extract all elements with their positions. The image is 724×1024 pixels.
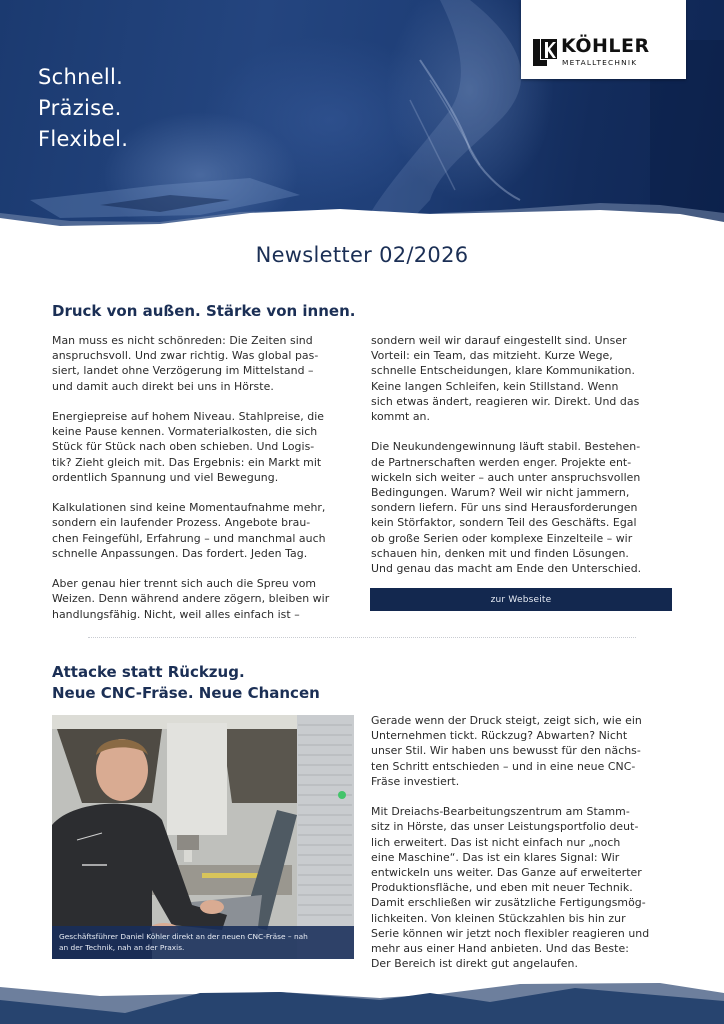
slogan-line: Flexibel. [38,127,129,151]
logo-lk-mark-icon [533,39,557,66]
article2-right-column [371,713,675,971]
article1-paragraph: Energiepreise auf hohem Niveau. Stahlpreise, die keine Pause kennen. Vormaterialkosten, die sich Stück für Stück nach oben schieben. Und Logis- tik? Zieht gleich mit. Das Ergebnis: ein Markt mit ordentlich Spannung und viel Bewegung. [52,410,325,484]
footer-wave [0,960,724,1024]
slogan-line: Präzise. [38,96,122,120]
article1-paragraph: Man muss es nicht schönreden: Die Zeiten sind anspruchsvoll. Und zwar richtig. Was global pas- siert, landet ohne Verzögerung im Mittelstand – und damit auch direkt bei uns in Hörste. [52,334,319,393]
slogan-line: Schnell. [38,65,124,89]
article2-paragraph: Mit Dreiachs-Bearbeitungszentrum am Stamm- sitz in Hörste, das unser Leistungsportfolio deut- lich erweitert. Das ist nicht einfach nur „noch eine Maschine“. Das ist ein klares Signal: Wir entwickeln uns weiter. Das Ganze auf erweiterter Produktionsfläche, und eben mit neuer Technik. Damit erschließen wir zusätzliche Fertigungsmög- lichkeiten. Von kleinen Stückzahlen bis hin zur Serie können wir jetzt noch flexibler reagieren und mehr aus einer Hand anbieten. Und das Beste: Der Bereich ist direkt gut angelaufen. [371,805,650,971]
logo-subtitle: METALLTECHNIK [562,58,638,67]
article1-left-column [52,333,356,622]
company-logo[interactable] [521,0,686,79]
hero-banner [0,0,724,232]
article1-paragraph: Die Neukundengewinnung läuft stabil. Bestehen- de Partnerschaften werden enger. Projekte ent- wickeln sich weiter – auch unter anspruchsvollen Bedingungen. Warum? Weil wir nicht jammern, sondern liefern. Für uns sind Herausforderungen kein Störfaktor, sondern Teil des Geschäfts. Egal ob große Serien oder komplexe Einzelteile – wir schauen hin, denken mit und finden Lösungen. Und genau das macht am Ende den Unterschied. [371,440,642,576]
article2-paragraph: Gerade wenn der Druck steigt, zeigt sich, wie ein Unternehmen tickt. Rückzug? Abwarten? Nicht unser Stil. Wir haben uns bewusst für den nächs- ten Schritt entschieden – und in eine neue CNC- Fräse investiert. [371,714,642,788]
article2-heading [52,662,320,704]
website-button[interactable]: zur Webseite [370,588,672,611]
article1-heading: Druck von außen. Stärke von innen. [52,302,356,320]
article2-heading-line: Neue CNC-Fräse. Neue Chancen [52,684,320,702]
article1-paragraph: Kalkulationen sind keine Momentaufnahme mehr, sondern ein laufender Prozess. Angebote brau- chen Feingefühl, Erfahrung – und manchmal auch schnelle Anpassungen. Das fordert. Jeden Tag. [52,501,326,560]
article1-right-column [371,333,675,576]
article1-paragraph: sondern weil wir darauf eingestellt sind. Unser Vorteil: ein Team, das mitzieht. Kurze Wege, schnelle Entscheidungen, klare Kommunikation. Keine langen Schleifen, kein Stillstand. Wenn sich etwas ändert, reagieren wir. Direkt. Und das kommt an. [371,334,640,424]
article2-heading-line: Attacke statt Rückzug. [52,663,245,681]
logo-wordmark: KÖHLER [561,35,650,57]
photo-caption-text: Geschäftsführer Daniel Köhler direkt an der neuen CNC-Fräse – nah an der Technik, nah an der Praxis. [59,932,308,952]
section-divider [88,637,636,638]
newsletter-title: Newsletter 02/2026 [255,243,469,267]
hero-slogan [38,62,128,155]
article1-paragraph: Aber genau hier trennt sich auch die Spreu vom Weizen. Denn während andere zögern, bleiben wir handlungsfähig. Nicht, weil alles einfach ist – [52,577,330,621]
photo-caption [52,926,354,959]
cnc-machine-photo [52,715,354,959]
photo-illustration [52,715,354,959]
